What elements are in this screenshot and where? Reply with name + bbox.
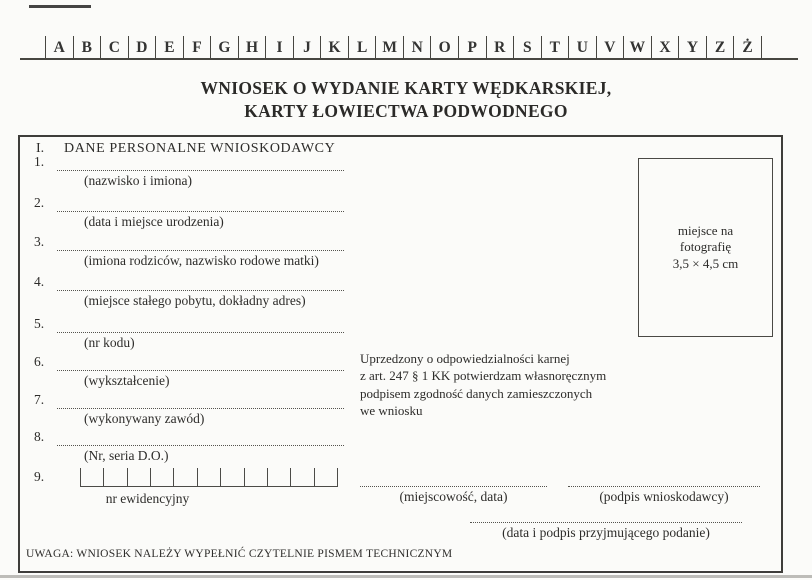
scan-artifact-line bbox=[29, 5, 91, 8]
signature-line-receiver bbox=[470, 507, 742, 523]
field-caption: (nazwisko i imiona) bbox=[84, 173, 192, 188]
alphabet-letter: K bbox=[320, 36, 348, 58]
alphabet-letter: W bbox=[623, 36, 651, 58]
field-number: 2. bbox=[34, 195, 45, 210]
signature-line-applicant bbox=[568, 471, 760, 487]
alphabet-letter: F bbox=[183, 36, 211, 58]
alphabet-letter: Ż bbox=[733, 36, 762, 58]
field-caption: (wykonywany zawód) bbox=[84, 411, 205, 426]
comb-cell bbox=[127, 468, 150, 486]
field-number: 4. bbox=[34, 274, 45, 289]
alphabet-letter: D bbox=[128, 36, 156, 58]
field-fill-line bbox=[57, 236, 344, 251]
declaration-line: z art. 247 § 1 KK potwierdzam własnoręcznym bbox=[360, 368, 607, 384]
comb-cell bbox=[220, 468, 243, 486]
field-fill-line bbox=[57, 197, 344, 212]
signature-caption-applicant: (podpis wnioskodawcy) bbox=[599, 489, 729, 504]
field-caption: (wykształcenie) bbox=[84, 373, 170, 388]
field-fill-line bbox=[57, 431, 344, 446]
field-number: 3. bbox=[34, 234, 45, 249]
alphabet-letter: N bbox=[403, 36, 431, 58]
alphabet-letter: U bbox=[568, 36, 596, 58]
declaration-line: podpisem zgodność danych zamieszczonych bbox=[360, 385, 593, 401]
alphabet-letter: J bbox=[293, 36, 321, 58]
field-caption: (data i miejsce urodzenia) bbox=[84, 214, 224, 229]
signature-caption-place-date: (miejscowość, data) bbox=[399, 489, 508, 504]
alphabet-letter: X bbox=[651, 36, 679, 58]
comb-cell bbox=[267, 468, 290, 486]
field-caption: (imiona rodziców, nazwisko rodowe matki) bbox=[84, 253, 319, 268]
registry-caption: nr ewidencyjny bbox=[105, 491, 190, 506]
field-fill-line bbox=[57, 394, 344, 409]
registry-number-comb bbox=[80, 468, 338, 487]
alphabet-letter: G bbox=[210, 36, 238, 58]
alphabet-letter: I bbox=[265, 36, 293, 58]
alphabet-letter: B bbox=[73, 36, 101, 58]
signature-line-place-date bbox=[360, 471, 547, 487]
field-row bbox=[0, 429, 812, 463]
alphabet-letter: V bbox=[596, 36, 624, 58]
alphabet-index-row bbox=[20, 36, 798, 60]
footer-warning: UWAGA: WNIOSEK NALEŻY WYPEŁNIĆ CZYTELNIE PISMEM TECHNICZNYM bbox=[26, 548, 453, 560]
alphabet-letter: L bbox=[348, 36, 376, 58]
declaration-text bbox=[360, 350, 630, 420]
comb-cell bbox=[173, 468, 196, 486]
field-caption: (miejsce stałego pobytu, dokładny adres) bbox=[84, 293, 306, 308]
comb-cell bbox=[197, 468, 220, 486]
field-fill-line bbox=[57, 318, 344, 333]
photo-caption-line: 3,5 × 4,5 cm bbox=[672, 255, 739, 271]
alphabet-letter: H bbox=[238, 36, 266, 58]
page-bottom-shadow bbox=[0, 575, 812, 578]
comb-cell bbox=[150, 468, 173, 486]
alphabet-letter: E bbox=[155, 36, 183, 58]
photo-caption-line: miejsce na bbox=[677, 222, 734, 238]
alphabet-letter: A bbox=[45, 36, 73, 58]
alphabet-letter: R bbox=[486, 36, 514, 58]
alphabet-letter: C bbox=[100, 36, 128, 58]
field-number: 8. bbox=[34, 429, 45, 444]
field-number: 1. bbox=[34, 154, 45, 169]
photo-placeholder-box bbox=[638, 158, 773, 337]
section-heading: DANE PERSONALNE WNIOSKODAWCY bbox=[64, 141, 336, 156]
field-number: 7. bbox=[34, 392, 45, 407]
comb-cell bbox=[244, 468, 267, 486]
registry-field-number: 9. bbox=[34, 469, 45, 484]
form-title-line2: KARTY ŁOWIECTWA PODWODNEGO bbox=[244, 101, 568, 121]
alphabet-letter: P bbox=[458, 36, 486, 58]
field-caption: (nr kodu) bbox=[84, 335, 135, 350]
field-caption: (Nr, seria D.O.) bbox=[84, 448, 169, 463]
alphabet-letter: M bbox=[375, 36, 403, 58]
alphabet-letter: T bbox=[541, 36, 569, 58]
field-fill-line bbox=[57, 156, 344, 171]
alphabet-letter: S bbox=[513, 36, 541, 58]
alphabet-letter: O bbox=[430, 36, 458, 58]
alphabet-letter: Z bbox=[706, 36, 734, 58]
field-number: 6. bbox=[34, 354, 45, 369]
signature-caption-receiver: (data i podpis przyjmującego podanie) bbox=[502, 525, 710, 540]
form-title-line1: WNIOSEK O WYDANIE KARTY WĘDKARSKIEJ, bbox=[200, 78, 612, 98]
comb-cell bbox=[103, 468, 126, 486]
declaration-line: Uprzedzony o odpowiedzialności karnej bbox=[360, 351, 570, 366]
alphabet-letter: Y bbox=[678, 36, 706, 58]
photo-caption-line: fotografię bbox=[679, 239, 732, 255]
field-number: 5. bbox=[34, 316, 45, 331]
alphabet-cells bbox=[45, 36, 762, 58]
comb-cell bbox=[314, 468, 338, 486]
declaration-line: we wniosku bbox=[360, 403, 423, 419]
field-fill-line bbox=[57, 276, 344, 291]
section-numeral: I. bbox=[36, 141, 45, 156]
comb-cell bbox=[80, 468, 103, 486]
field-fill-line bbox=[57, 356, 344, 371]
comb-cell bbox=[290, 468, 313, 486]
